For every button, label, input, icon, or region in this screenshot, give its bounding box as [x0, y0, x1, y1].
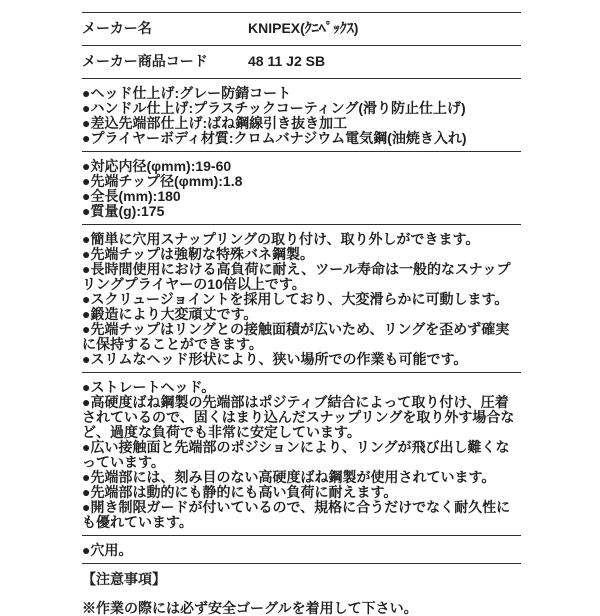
maker-name-label: メーカー名	[82, 20, 152, 36]
bullet-item: ●全長(mm):180	[82, 188, 181, 204]
bullet-item: ●対応内径(φmm):19-60	[82, 158, 232, 174]
bullet-item: ●プライヤーボディ材質:クロムバナジウム電気鋼(油焼き入れ)	[82, 130, 467, 146]
bullet-item: ●先端チップ径(φmm):1.8	[82, 173, 243, 189]
bullet-item: ●高硬度ばね鋼製の先端部はポジティブ結合によって取り付け、圧着されているので、固くはまり込んだスナップリングを取り外す場合など、過度な負荷でも非常に安定しています。	[82, 394, 515, 440]
notice-heading: 【注意事項】	[82, 571, 166, 587]
bullet-item: ●開き制限ガードが付いているので、規格に合うだけでなく耐久性にも優れています。	[82, 499, 511, 530]
bullet-item: ●スリムなヘッド形状により、狭い場所での作業も可能です。	[82, 351, 468, 367]
section-finish-specs	[82, 79, 521, 152]
product-spec-content	[82, 12, 521, 616]
bullet-item: ●ハンドル仕上げ:プラスチックコーティング(滑り防止仕上げ)	[82, 100, 466, 116]
bullet-item: ●ストレートヘッド。	[82, 379, 216, 395]
section-features-2	[82, 373, 521, 536]
bullet-item: ●先端部は動的にも静的にも高い負荷に耐えます。	[82, 484, 398, 500]
bullet-item: ●スクリュージョイントを採用しており、大変滑らかに可動します。	[82, 291, 509, 307]
maker-info-table	[82, 12, 521, 79]
bullet-item: ●簡単に穴用スナップリングの取り付け、取り外しができます。	[82, 231, 480, 247]
bullet-item: ●ヘッド仕上げ:グレー防錆コート	[82, 85, 292, 101]
maker-name-value: KNIPEX(ｸﾆﾍﾟｯｸｽ)	[248, 20, 359, 36]
bullet-item: ●先端チップはリングとの接触面積が広いため、リングを歪めず確実に保持することができます。	[82, 321, 510, 352]
table-row	[82, 46, 521, 79]
section-dimension-specs	[82, 152, 521, 225]
bullet-item: ●先端チップは強靭な特殊バネ鋼製。	[82, 246, 315, 262]
bullet-item: ●長時間使用における高負荷に耐え、ツール寿命は一般的なスナップリングプライヤーの10倍以上です。	[82, 261, 511, 292]
section-usage-type	[82, 536, 521, 564]
bullet-item: ●穴用。	[82, 542, 133, 558]
bullet-item: ●鍛造により大変頑丈です。	[82, 306, 258, 322]
table-row	[82, 13, 521, 46]
section-features-1	[82, 225, 521, 373]
bullet-item: ●広い接触面と先端部のポジションにより、リングが飛び出し難くなっています。	[82, 439, 510, 470]
notice-section	[82, 564, 521, 616]
bullet-item: ●先端部には、刻み目のない高硬度ばね鋼製が使用されています。	[82, 469, 496, 485]
bullet-item: ●質量(g):175	[82, 203, 165, 219]
maker-code-value: 48 11 J2 SB	[248, 46, 521, 79]
bullet-item: ●差込先端部仕上げ:ばね鋼線引き抜き加工	[82, 115, 348, 131]
maker-code-label: メーカー商品コード	[82, 46, 248, 79]
notice-text: ※作業の際には必ず安全ゴーグルを着用して下さい。	[82, 600, 418, 616]
